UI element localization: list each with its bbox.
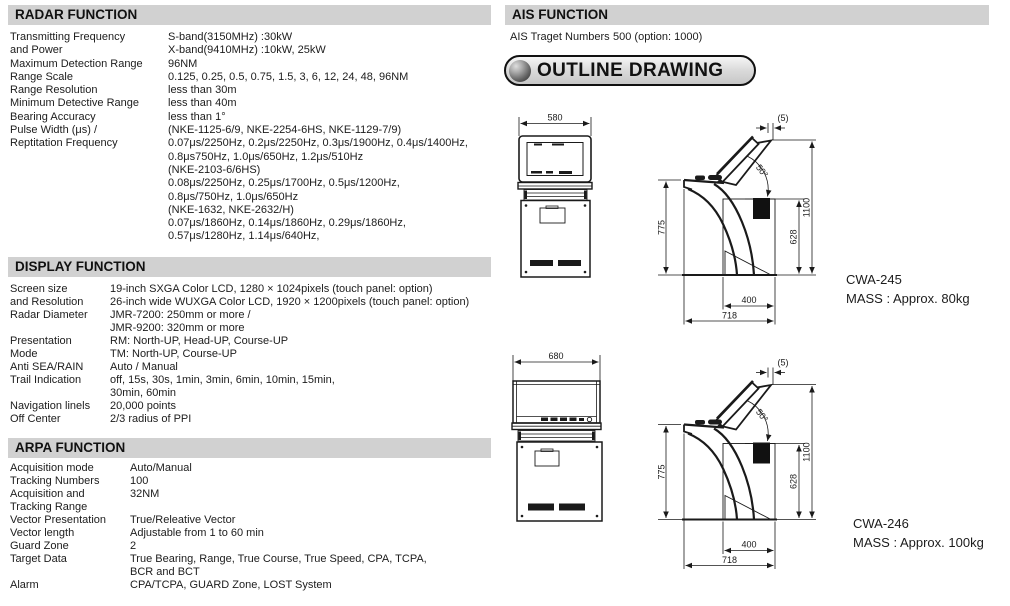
- spec-value: Adjustable from 1 to 60 min: [130, 527, 264, 539]
- spec-label: Mode: [10, 348, 38, 360]
- spec-label: Trail Indication: [10, 374, 82, 386]
- spec-value: 30min, 60min: [110, 387, 177, 399]
- arpa-section-title: ARPA FUNCTION: [15, 440, 126, 455]
- front-view-cwa245: [518, 113, 592, 278]
- spec-row: [10, 217, 468, 230]
- dim-panel-height: 628: [788, 473, 799, 490]
- spec-row: [10, 137, 468, 150]
- spec-label: Off Center: [10, 413, 61, 425]
- spec-row: [10, 361, 469, 374]
- spec-label: Screen size: [10, 283, 68, 295]
- spec-label: [10, 217, 168, 230]
- spec-label: Navigation linels: [10, 400, 91, 412]
- dim-top-gap: (5): [777, 357, 789, 368]
- spec-value: 2/3 radius of PPI: [110, 413, 192, 425]
- spec-row: [10, 566, 427, 579]
- spec-row: [10, 71, 468, 84]
- spec-row: [10, 553, 427, 566]
- spec-value: less than 40m: [168, 97, 237, 110]
- spec-row: [10, 374, 469, 387]
- spec-label: [10, 191, 168, 204]
- spec-value: BCR and BCT: [130, 566, 200, 578]
- dim-total-height: 1100: [801, 442, 812, 462]
- spec-value: 96NM: [168, 57, 198, 70]
- spec-value: 19-inch SXGA Color LCD, 1280 × 1024pixels (touch panel: option): [110, 283, 433, 295]
- spec-label: [10, 177, 168, 190]
- model-mass: MASS : Approx. 80kg: [846, 291, 970, 306]
- dim-depth: 718: [721, 555, 738, 565]
- spec-label: Tracking Range: [10, 501, 88, 513]
- radar-section-header: [8, 5, 491, 25]
- spec-value: off, 15s, 30s, 1min, 3min, 6min, 10min, 15min,: [110, 374, 335, 386]
- spec-row: [10, 309, 469, 322]
- spec-value: CPA/TCPA, GUARD Zone, LOST System: [130, 579, 332, 591]
- arpa-spec-list: [10, 462, 427, 592]
- spec-value: less than 30m: [168, 84, 237, 97]
- spec-label: Radar Diameter: [10, 309, 88, 321]
- spec-value: less than 1°: [168, 110, 226, 123]
- spec-value: TM: North-UP, Course-UP: [110, 348, 237, 360]
- spec-label: [10, 566, 130, 579]
- spec-row: [10, 58, 468, 71]
- side-view-cwa246: [657, 358, 817, 570]
- spec-label: Reptitation Frequency: [10, 137, 118, 150]
- spec-value: 0.57μs/1280Hz, 1.14μs/640Hz,: [168, 230, 320, 243]
- spec-row: [10, 84, 468, 97]
- spec-label: Tracking Numbers: [10, 475, 100, 487]
- spec-label: [10, 151, 168, 164]
- front-view-cwa246: [512, 351, 602, 521]
- spec-row: [10, 540, 427, 553]
- spec-label: [10, 387, 110, 400]
- radar-spec-list: [10, 31, 468, 244]
- spec-label: [10, 164, 168, 177]
- spec-label: and Resolution: [10, 296, 84, 308]
- spec-row: [10, 488, 427, 501]
- spec-label: [10, 204, 168, 217]
- spec-row: [10, 164, 468, 177]
- dim-tilt-angle: 50°: [753, 162, 771, 180]
- spec-value: (NKE-1632, NKE-2632/H): [168, 203, 294, 216]
- spec-value: 100: [130, 475, 149, 487]
- dim-console-height: 775: [656, 464, 667, 480]
- radar-section-title: RADAR FUNCTION: [15, 7, 138, 22]
- spec-value: 0.8μs750Hz, 1.0μs/650Hz, 1.2μs/510Hz: [168, 150, 364, 163]
- dim-panel-height: 628: [788, 229, 799, 245]
- ais-spec-list: [510, 31, 702, 44]
- spec-label: Range Resolution: [10, 84, 98, 97]
- spec-row: [10, 151, 468, 164]
- spec-value: 0.07μs/1860Hz, 0.14μs/1860Hz, 0.29μs/1860Hz,: [168, 217, 406, 230]
- spec-row: [10, 44, 468, 57]
- ais-section-title: AIS FUNCTION: [512, 7, 608, 22]
- side-view-cwa245: [657, 113, 817, 325]
- spec-value: (NKE-1125-6/9, NKE-2254-6HS, NKE-1129-7/9): [168, 124, 402, 137]
- spec-row: [10, 527, 427, 540]
- spec-value: JMR-7200: 250mm or more /: [110, 309, 251, 321]
- model-mass: MASS : Approx. 100kg: [853, 535, 984, 550]
- spec-row: [10, 400, 469, 413]
- spec-label: Presentation: [10, 335, 72, 347]
- spec-value: (NKE-2103-6/6HS): [168, 163, 261, 176]
- dim-depth: 718: [721, 310, 738, 321]
- spec-row: [10, 97, 468, 110]
- rear-panel-block: [753, 443, 770, 464]
- spec-value: Auto / Manual: [110, 361, 178, 373]
- arpa-section-header: [8, 438, 491, 458]
- dim-console-height: 775: [656, 219, 667, 236]
- spec-label: [10, 230, 168, 243]
- spec-row: [10, 462, 427, 475]
- spec-value: S-band(3150MHz) :30kW: [168, 31, 293, 43]
- spec-row: [10, 111, 468, 124]
- spec-row: [10, 322, 469, 335]
- spec-value: 32NM: [130, 488, 160, 500]
- spec-label: Transmitting Frequency: [10, 31, 126, 43]
- spec-row: [10, 335, 469, 348]
- spec-row: [10, 296, 469, 309]
- dim-total-height: 1100: [801, 197, 812, 218]
- spec-value: 0.08μs/2250Hz, 0.25μs/1700Hz, 0.5μs/1200Hz,: [168, 177, 400, 190]
- spec-row: [10, 413, 469, 426]
- spec-row: [10, 387, 469, 400]
- spec-label: Target Data: [10, 553, 67, 565]
- spec-label: [10, 322, 110, 335]
- spec-row: [10, 124, 468, 137]
- dim-front-width: 680: [548, 351, 564, 361]
- model-number: CWA-246: [853, 516, 909, 531]
- spec-row: [10, 230, 468, 243]
- dim-top-gap: (5): [777, 113, 789, 123]
- spec-value: 0.8μs/750Hz, 1.0μs/650Hz: [168, 190, 299, 203]
- spec-value: RM: North-UP, Head-UP, Course-UP: [110, 335, 289, 347]
- dim-base-width: 400: [741, 539, 757, 550]
- sphere-icon: [509, 60, 531, 82]
- spec-value: X-band(9410MHz) :10kW, 25kW: [168, 44, 326, 57]
- spec-row: [10, 579, 427, 592]
- spec-label: Acquisition and: [10, 488, 85, 500]
- spec-label: Maximum Detection Range: [10, 57, 143, 70]
- display-section-header: [8, 257, 491, 277]
- spec-label: Vector Presentation: [10, 514, 107, 526]
- spec-value: True/Releative Vector: [130, 514, 236, 526]
- spec-row: [510, 31, 702, 44]
- spec-value: 26-inch wide WUXGA Color LCD, 1920 × 1200pixels (touch panel: option): [110, 296, 470, 308]
- spec-label: and Power: [10, 44, 63, 57]
- rear-panel-block: [753, 198, 770, 219]
- spec-value: 0.125, 0.25, 0.5, 0.75, 1.5, 3, 6, 12, 24, 48, 96NM: [168, 70, 409, 83]
- model-label-cwa246: [853, 514, 984, 552]
- monitor-key-row: [541, 418, 584, 422]
- spec-row: [10, 501, 427, 514]
- ais-section-header: [505, 5, 989, 25]
- dim-front-width: 580: [547, 112, 563, 123]
- spec-value: Auto/Manual: [130, 462, 192, 474]
- spec-row: [10, 204, 468, 217]
- model-number: CWA-245: [846, 272, 902, 287]
- spec-value: 500 (option: 1000): [613, 31, 703, 43]
- spec-row: [10, 283, 469, 296]
- spec-value: 0.07μs/2250Hz, 0.2μs/2250Hz, 0.3μs/1900Hz, 0.4μs/1400Hz,: [168, 137, 468, 150]
- spec-value: 2: [130, 540, 137, 552]
- spec-label: Bearing Accuracy: [10, 110, 96, 123]
- spec-label: Anti SEA/RAIN: [10, 361, 84, 373]
- outline-drawing-title: OUTLINE DRAWING: [537, 59, 724, 81]
- outline-drawing-badge: [504, 55, 756, 86]
- spec-label: Range Scale: [10, 70, 73, 83]
- spec-label: Vector length: [10, 527, 75, 539]
- spec-label: Guard Zone: [10, 540, 69, 552]
- spec-row: [10, 514, 427, 527]
- spec-label: AIS Traget Numbers: [510, 31, 610, 43]
- spec-label: Alarm: [10, 579, 39, 591]
- spec-row: [10, 177, 468, 190]
- outline-drawing-cwa246: [505, 340, 1010, 606]
- dim-tilt-angle: 50°: [753, 407, 771, 424]
- model-label-cwa245: [846, 270, 970, 308]
- spec-label: Minimum Detective Range: [10, 97, 139, 110]
- spec-value: JMR-9200: 320mm or more: [110, 322, 245, 334]
- spec-row: [10, 191, 468, 204]
- spec-row: [10, 475, 427, 488]
- dim-base-width: 400: [741, 295, 757, 305]
- spec-value: 20,000 points: [110, 400, 177, 412]
- monitor-control-marks: [531, 144, 572, 175]
- spec-value: True Bearing, Range, True Course, True Speed, CPA, TCPA,: [130, 553, 427, 565]
- display-section-title: DISPLAY FUNCTION: [15, 259, 146, 274]
- spec-row: [10, 31, 468, 44]
- spec-label: Pulse Width (μs) /: [10, 124, 98, 137]
- display-spec-list: [10, 283, 469, 426]
- spec-row: [10, 348, 469, 361]
- spec-label: Acquisition mode: [10, 462, 94, 474]
